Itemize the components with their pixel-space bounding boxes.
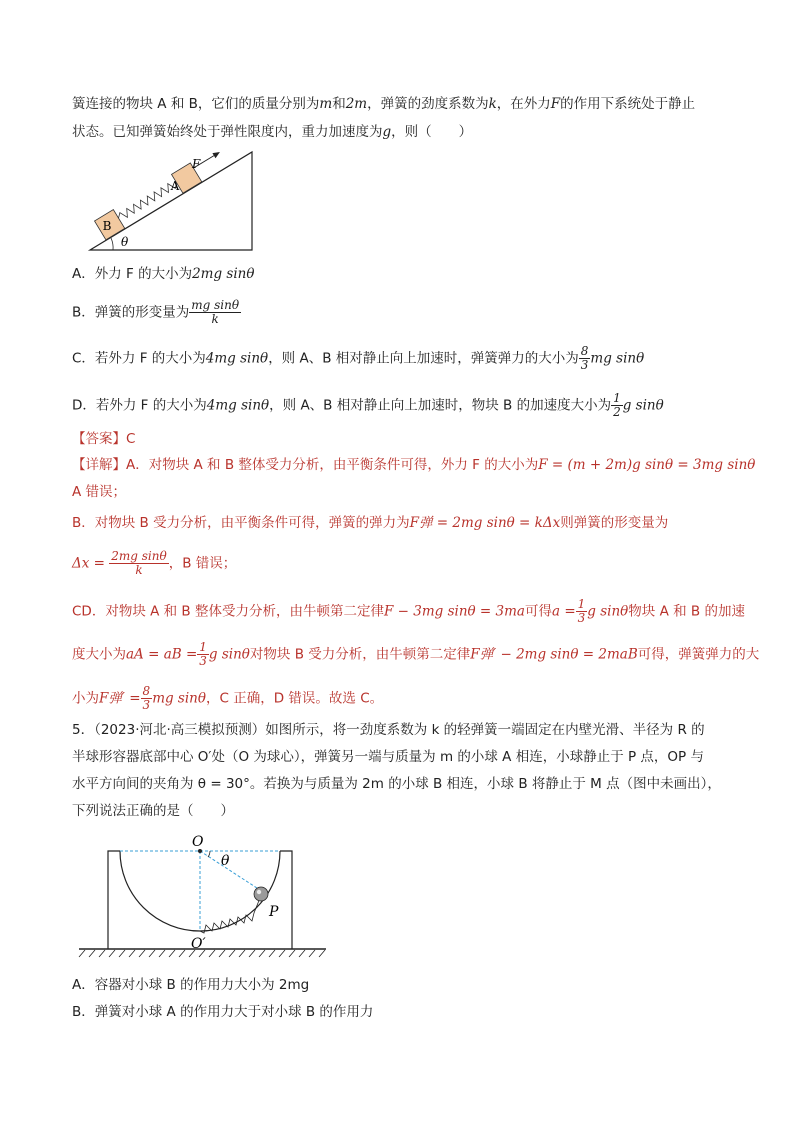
label-f: F [192, 157, 201, 171]
q5-line1: 5．（2023·河北·高三模拟预测）如图所示，将一劲度系数为 k 的轻弹簧一端固定在内壁光滑、半径为 R 的 [72, 722, 705, 738]
q4-answer: 【答案】C [72, 431, 136, 447]
container-left-wall [108, 851, 120, 949]
q4-explain-line4: Δx = $\frac{\text{2mg sinθ}}{k}$ ，B 错误； [72, 549, 237, 577]
spring [200, 898, 260, 933]
q4-explain-line2: A 错误； [72, 484, 127, 500]
q4-option-d: D．若外力 F 的大小为4mg sinθ，则 A、B 相对静止向上加速时，物块 B 的加速度大小为 $\frac{1}{2}$ g sinθ [72, 391, 664, 419]
force-arrowhead [212, 150, 221, 158]
incline-figure [85, 150, 260, 255]
q5-line4: 下列说法正确的是（ ） [72, 803, 234, 819]
q4-explain-line7: 小为F弹′ = $\frac{8}{3}$ mg sinθ，C 正确，D 错误。故选 C。 [72, 684, 384, 712]
q5-line3: 水平方向间的夹角为 θ = 30°。若换为与质量为 2m 的小球 B 相连，小球 B 将静止于 M 点（图中未画出）， [72, 776, 721, 792]
incline-triangle [90, 152, 252, 250]
ball [254, 887, 268, 901]
q4-option-c: C．若外力 F 的大小为4mg sinθ，则 A、B 相对静止向上加速时，弹簧弹力的大小为 $\frac{8}{3}$ mg sinθ [72, 344, 645, 372]
q4-option-a: A．外力 F 的大小为2mg sinθ [72, 266, 255, 282]
label-b: B [102, 219, 112, 233]
angle-arc [111, 238, 113, 250]
theta-arc [208, 851, 210, 857]
label-o-prime: O′ [191, 936, 206, 952]
op-dashed-line [200, 851, 260, 890]
label-theta: θ [221, 853, 230, 869]
label-theta: θ [121, 235, 129, 249]
q4-explain-line1: 【详解】A．对物块 A 和 B 整体受力分析，由平衡条件可得，外力 F 的大小为F = (m + 2m)g sinθ = 3mg sinθ [72, 457, 756, 473]
q4-explain-line5: CD．对物块 A 和 B 整体受力分析，由牛顿第二定律F − 3mg sinθ = 3ma可得a = $\frac{1}{3}$ g sinθ物块 A 和 B 的加速 [72, 597, 745, 625]
q4-option-b: B．弹簧的形变量为 $\frac{\text{mg sinθ}}{k}$ [72, 298, 240, 326]
ball-highlight [257, 890, 261, 894]
q4-stem-line2: 状态。已知弹簧始终处于弹性限度内，重力加速度为g，则（ ） [72, 124, 473, 140]
hemisphere-figure [75, 828, 330, 958]
q4-explain-line6: 度大小为aA = aB = $\frac{1}{3}$ g sinθ对物块 B 受力分析，由牛顿第二定律F弹′ − 2mg sinθ = 2maB可得，弹簧弹力的大 [72, 640, 760, 668]
q5-option-a: A．容器对小球 B 的作用力大小为 2mg [72, 977, 310, 993]
q4-stem-line1: 簧连接的物块 A 和 B，它们的质量分别为m和2m，弹簧的劲度系数为k，在外力F的作用下系统处于静止 [72, 96, 696, 112]
label-p: P [269, 904, 279, 920]
q4-explain-line3: B．对物块 B 受力分析，由平衡条件可得，弹簧的弹力为F弹 = 2mg sinθ = kΔx则弹簧的形变量为 [72, 515, 669, 531]
q5-line2: 半球形容器底部中心 O′处（O 为球心），弹簧另一端与质量为 m 的小球 A 相连，小球静止于 P 点，OP 与 [72, 749, 704, 765]
label-o: O [192, 834, 204, 850]
label-a: A [170, 179, 180, 193]
q5-option-b: B．弹簧对小球 A 的作用力大于对小球 B 的作用力 [72, 1004, 374, 1020]
container-right-wall [280, 851, 292, 949]
